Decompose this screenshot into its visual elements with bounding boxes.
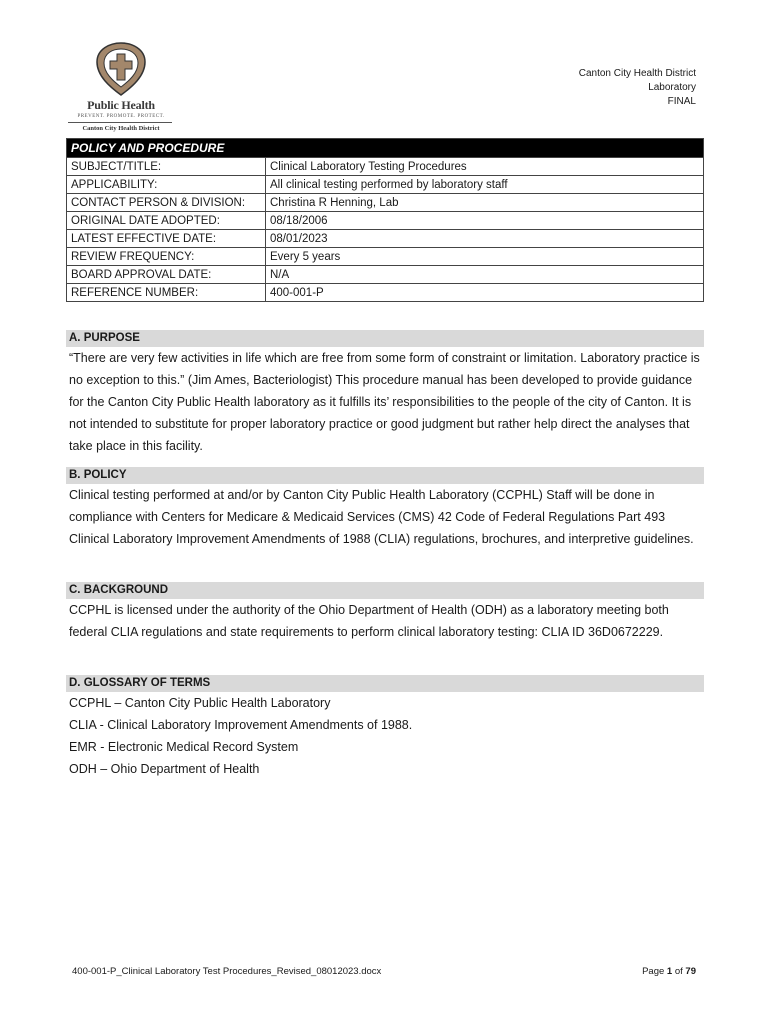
list-item: EMR - Electronic Medical Record System [69,740,299,754]
row-label: BOARD APPROVAL DATE: [67,266,266,284]
row-label: CONTACT PERSON & DIVISION: [67,194,266,212]
logo-divider [68,122,172,123]
section-background [66,582,704,643]
row-value: 400-001-P [266,284,704,302]
row-label: REFERENCE NUMBER: [67,284,266,302]
logo-tagline: PREVENT. PROMOTE. PROTECT. [77,114,165,119]
section-policy [66,467,704,550]
row-value: All clinical testing performed by laboratory staff [266,176,704,194]
table-row [67,284,704,302]
row-label: SUBJECT/TITLE: [67,158,266,176]
shield-cross-icon [96,42,146,96]
document-header [579,67,696,109]
row-value: 08/18/2006 [266,212,704,230]
section-glossary [66,675,704,780]
policy-table-title: POLICY AND PROCEDURE [67,139,704,158]
page-prefix: Page [642,966,667,977]
policy-table [66,138,704,302]
list-item: CLIA - Clinical Laboratory Improvement Amendments of 1988. [69,718,413,732]
page-total: 79 [685,966,696,977]
list-item: CCPHL – Canton City Public Health Laboratory [69,696,331,710]
table-row [67,248,704,266]
table-row [67,158,704,176]
table-row [67,212,704,230]
row-label: LATEST EFFECTIVE DATE: [67,230,266,248]
row-label: APPLICABILITY: [67,176,266,194]
policy-table-header [67,139,704,158]
footer-filename: 400-001-P_Clinical Laboratory Test Procedures_Revised_08012023.docx [72,966,382,977]
glossary-list [66,692,704,780]
table-row [67,230,704,248]
table-row [67,194,704,212]
logo [66,42,176,134]
table-row [67,176,704,194]
section-heading: B. POLICY [66,467,704,484]
page-number [642,966,696,977]
table-row [67,266,704,284]
row-value: N/A [266,266,704,284]
section-heading: D. GLOSSARY OF TERMS [66,675,704,692]
section-body: CCPHL is licensed under the authority of the Ohio Department of Health (ODH) as a laboratory meeting both federal CLIA regulations and state requirements to perform clinical laboratory testing: CLIA ID 36D0672229. [69,603,669,639]
header-org: Canton City Health District [578,68,696,79]
section-body: Clinical testing performed at and/or by Canton City Public Health Laboratory (CCPHL) Staff will be done in compliance with Centers for Medicare & Medicaid Services (CMS) 42 Code of Federal Regulations Part 493 Clinical Laboratory Improvement Amendments of 1988 (CLIA) regulations, brochures, and interpretive guidelines. [69,488,694,546]
logo-district: Canton City Health District [82,125,160,132]
header-status: FINAL [667,96,696,107]
section-body: “There are very few activities in life which are free from some form of constraint or limitation. Laboratory practice is no exception to this.” (Jim Ames, Bacteriologist) This procedure manual has been developed to provide guidance for the Canton City Public Health laboratory as it fulfills its’ responsibilities to the people of the city of Canton. It is not intended to substitute for proper laboratory practice or good judgment but rather help direct the analyses that take place in this facility. [69,351,700,453]
section-heading: A. PURPOSE [66,330,704,347]
section-heading: C. BACKGROUND [66,582,704,599]
list-item: ODH – Ohio Department of Health [69,762,260,776]
page-of: of [672,966,686,977]
row-value: 08/01/2023 [266,230,704,248]
row-label: ORIGINAL DATE ADOPTED: [67,212,266,230]
page-current: 1 [666,966,673,977]
logo-wordmark: Public Health [87,98,155,112]
row-value: Clinical Laboratory Testing Procedures [266,158,704,176]
row-label: REVIEW FREQUENCY: [67,248,266,266]
header-dept: Laboratory [648,82,696,93]
row-value: Every 5 years [266,248,704,266]
row-value: Christina R Henning, Lab [266,194,704,212]
section-purpose [66,330,704,457]
